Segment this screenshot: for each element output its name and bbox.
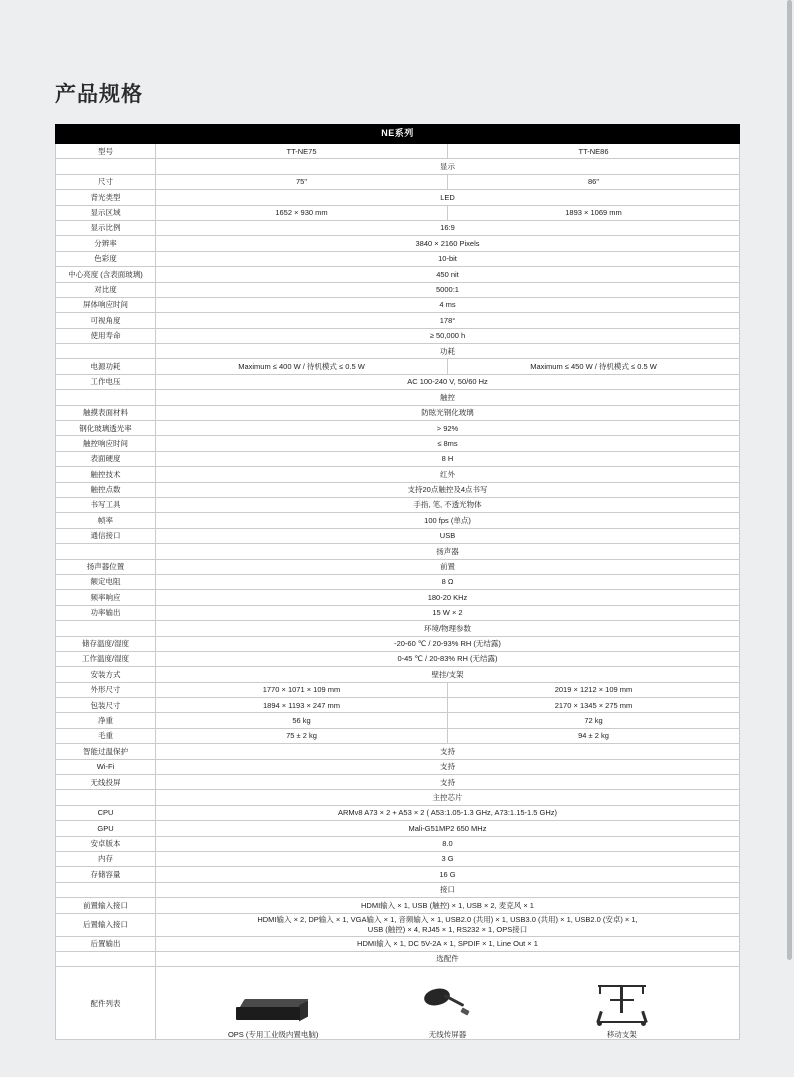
row-label: GPU xyxy=(56,821,156,836)
row-label: 钢化玻璃透光率 xyxy=(56,421,156,436)
row-value-86: 1893 × 1069 mm xyxy=(448,205,740,220)
row-label: CPU xyxy=(56,805,156,820)
row-label: 电源功耗 xyxy=(56,359,156,374)
row-label: 触摸表面材料 xyxy=(56,405,156,420)
table-row xyxy=(56,651,740,666)
row-value: 支持 xyxy=(156,759,740,774)
table-header-title: NE系列 xyxy=(56,125,740,144)
row-label: 外形尺寸 xyxy=(56,682,156,697)
accessory-items xyxy=(156,967,740,1040)
row-value: ≥ 50,000 h xyxy=(156,328,740,343)
row-label: 安卓版本 xyxy=(56,836,156,851)
section-header-row xyxy=(56,790,740,805)
row-label: Wi-Fi xyxy=(56,759,156,774)
accessory-item xyxy=(198,983,348,1039)
section-title: 接口 xyxy=(156,882,740,897)
row-value: 3840 × 2160 Pixels xyxy=(156,236,740,251)
row-value: 8 Ω xyxy=(156,574,740,589)
table-row xyxy=(56,698,740,713)
row-label: 表面硬度 xyxy=(56,451,156,466)
section-spacer xyxy=(56,390,156,405)
accessory-list-label: 配件列表 xyxy=(56,967,156,1040)
row-label: 毛重 xyxy=(56,728,156,743)
table-row xyxy=(56,759,740,774)
row-value: HDMI输入 × 1, DC 5V-2A × 1, SPDIF × 1, Line Out × 1 xyxy=(156,936,740,951)
section-header-row xyxy=(56,544,740,559)
row-label: 触控响应时间 xyxy=(56,436,156,451)
table-row xyxy=(56,497,740,512)
row-label: 触控技术 xyxy=(56,467,156,482)
table-row xyxy=(56,297,740,312)
row-value: Mali-G51MP2 650 MHz xyxy=(156,821,740,836)
row-value: 16 G xyxy=(156,867,740,882)
row-value-75: 75 ± 2 kg xyxy=(156,728,448,743)
section-spacer xyxy=(56,159,156,174)
table-row xyxy=(56,421,740,436)
section-title: 选配件 xyxy=(156,951,740,966)
row-value: HDMI输入 × 2, DP输入 × 1, VGA输入 × 1, 音频输入 × 1, USB2.0 (共用) × 1, USB3.0 (共用) × 1, USB2.0 (安卓) × 1, USB (触控) × 4, RJ45 × 1, RS232 × 1, OPS接口 xyxy=(156,913,740,936)
row-value-75: 1652 × 930 mm xyxy=(156,205,448,220)
row-value-75: Maximum ≤ 400 W / 待机模式 ≤ 0.5 W xyxy=(156,359,448,374)
row-value: 0-45 ℃ / 20-83% RH (无结露) xyxy=(156,651,740,666)
accessory-caption: 移动支架 xyxy=(606,1029,637,1039)
table-row xyxy=(56,913,740,936)
accessory-caption: 无线传屏器 xyxy=(428,1029,467,1039)
table-row xyxy=(56,513,740,528)
table-row xyxy=(56,682,740,697)
row-label: 净重 xyxy=(56,713,156,728)
row-label: 可视角度 xyxy=(56,313,156,328)
table-row xyxy=(56,190,740,205)
section-header-row xyxy=(56,390,740,405)
row-value: 支持20点触控及4点书写 xyxy=(156,482,740,497)
row-label: 扬声器位置 xyxy=(56,559,156,574)
row-value: ≤ 8ms xyxy=(156,436,740,451)
table-row xyxy=(56,359,740,374)
section-header-row xyxy=(56,344,740,359)
row-value: 红外 xyxy=(156,467,740,482)
model-75-cell: TT-NE75 xyxy=(156,144,448,159)
table-row xyxy=(56,898,740,913)
table-row xyxy=(56,590,740,605)
row-label: 工作电压 xyxy=(56,374,156,389)
row-label: 色彩度 xyxy=(56,251,156,266)
section-title: 环境/物理参数 xyxy=(156,621,740,636)
page-title: 产品规格 xyxy=(55,83,143,106)
table-row xyxy=(56,174,740,189)
row-label: 内存 xyxy=(56,851,156,866)
row-value: 手指, 笔, 不透光物体 xyxy=(156,497,740,512)
section-title: 触控 xyxy=(156,390,740,405)
row-label: 中心亮度 (含表面玻璃) xyxy=(56,267,156,282)
row-label: 额定电阻 xyxy=(56,574,156,589)
row-label: 型号 xyxy=(56,144,156,159)
table-row xyxy=(56,236,740,251)
row-value: 15 W × 2 xyxy=(156,605,740,620)
row-value-86: 2170 × 1345 × 275 mm xyxy=(448,698,740,713)
table-row xyxy=(56,867,740,882)
row-value-86: 2019 × 1212 × 109 mm xyxy=(448,682,740,697)
section-spacer xyxy=(56,344,156,359)
ops-computer-icon xyxy=(236,983,310,1025)
table-row xyxy=(56,821,740,836)
table-row xyxy=(56,805,740,820)
table-row xyxy=(56,744,740,759)
row-label: 功率输出 xyxy=(56,605,156,620)
scrollbar-thumb[interactable] xyxy=(787,0,792,960)
row-value: AC 100-240 V, 50/60 Hz xyxy=(156,374,740,389)
row-value: -20-60 ℃ / 20-93% RH (无结露) xyxy=(156,636,740,651)
row-value-86: 86" xyxy=(448,174,740,189)
row-label: 前置输入接口 xyxy=(56,898,156,913)
accessory-item xyxy=(547,983,697,1039)
row-label: 显示比例 xyxy=(56,220,156,235)
table-row xyxy=(56,605,740,620)
row-value: HDMI输入 × 1, USB (触控) × 1, USB × 2, 麦克风 × 1 xyxy=(156,898,740,913)
section-spacer xyxy=(56,882,156,897)
table-row xyxy=(56,282,740,297)
row-label: 显示区域 xyxy=(56,205,156,220)
table-row xyxy=(56,636,740,651)
table-row xyxy=(56,205,740,220)
row-value-75: 56 kg xyxy=(156,713,448,728)
row-value-75: 1770 × 1071 × 109 mm xyxy=(156,682,448,697)
row-value: 10-bit xyxy=(156,251,740,266)
table-row xyxy=(56,559,740,574)
mobile-stand-icon xyxy=(594,983,650,1025)
row-value: 8 H xyxy=(156,451,740,466)
row-value: 4 ms xyxy=(156,297,740,312)
row-label: 分辨率 xyxy=(56,236,156,251)
table-row xyxy=(56,451,740,466)
row-value: USB xyxy=(156,528,740,543)
row-label: 对比度 xyxy=(56,282,156,297)
row-value: 5000:1 xyxy=(156,282,740,297)
row-label: 触控点数 xyxy=(56,482,156,497)
table-row xyxy=(56,528,740,543)
table-row xyxy=(56,574,740,589)
table-row xyxy=(56,251,740,266)
row-value: 180-20 KHz xyxy=(156,590,740,605)
row-value: 16:9 xyxy=(156,220,740,235)
row-value: ARMv8 A73 × 2 + A53 × 2 ( A53:1.05-1.3 GHz, A73:1.15-1.5 GHz) xyxy=(156,805,740,820)
section-header-row xyxy=(56,882,740,897)
row-label: 工作温度/湿度 xyxy=(56,651,156,666)
wireless-dongle-icon xyxy=(424,983,470,1025)
row-value: 前置 xyxy=(156,559,740,574)
row-label: 后置输出 xyxy=(56,936,156,951)
row-value: 支持 xyxy=(156,775,740,790)
section-title: 功耗 xyxy=(156,344,740,359)
table-row xyxy=(56,851,740,866)
row-label: 储存温度/湿度 xyxy=(56,636,156,651)
accessory-item xyxy=(372,983,522,1039)
section-spacer xyxy=(56,951,156,966)
section-spacer xyxy=(56,790,156,805)
table-row xyxy=(56,936,740,951)
row-label: 后置输入接口 xyxy=(56,913,156,936)
row-label: 通信接口 xyxy=(56,528,156,543)
table-row xyxy=(56,775,740,790)
accessory-caption: OPS (专用工业级内置电脑) xyxy=(227,1029,319,1039)
page-scrollbar[interactable] xyxy=(787,0,792,1077)
table-header-row xyxy=(56,125,740,144)
row-label: 背光类型 xyxy=(56,190,156,205)
row-label: 屏体响应时间 xyxy=(56,297,156,312)
section-spacer xyxy=(56,544,156,559)
section-title: 扬声器 xyxy=(156,544,740,559)
row-value-86: 94 ± 2 kg xyxy=(448,728,740,743)
row-label: 使用寿命 xyxy=(56,328,156,343)
table-row xyxy=(56,482,740,497)
table-row xyxy=(56,328,740,343)
row-value: 支持 xyxy=(156,744,740,759)
row-value-75: 1894 × 1193 × 247 mm xyxy=(156,698,448,713)
row-value: 3 G xyxy=(156,851,740,866)
row-value: 壁挂/支架 xyxy=(156,667,740,682)
section-title: 主控芯片 xyxy=(156,790,740,805)
row-label: 存储容量 xyxy=(56,867,156,882)
row-label: 尺寸 xyxy=(56,174,156,189)
table-row xyxy=(56,267,740,282)
row-value-86: Maximum ≤ 450 W / 待机模式 ≤ 0.5 W xyxy=(448,359,740,374)
row-label: 包装尺寸 xyxy=(56,698,156,713)
row-label: 智能过温保护 xyxy=(56,744,156,759)
row-value: 100 fps (单点) xyxy=(156,513,740,528)
accessory-row xyxy=(56,967,740,1040)
table-row xyxy=(56,713,740,728)
row-value: LED xyxy=(156,190,740,205)
spec-table xyxy=(55,124,740,1040)
row-label: 频率响应 xyxy=(56,590,156,605)
table-row xyxy=(56,220,740,235)
table-row xyxy=(56,836,740,851)
table-row xyxy=(56,667,740,682)
section-header-row xyxy=(56,159,740,174)
model-86-cell: TT-NE86 xyxy=(448,144,740,159)
row-label: 帧率 xyxy=(56,513,156,528)
row-value: 防眩光钢化玻璃 xyxy=(156,405,740,420)
row-value: 450 nit xyxy=(156,267,740,282)
table-row xyxy=(56,436,740,451)
model-row xyxy=(56,144,740,159)
section-title: 显示 xyxy=(156,159,740,174)
row-value-75: 75" xyxy=(156,174,448,189)
table-row xyxy=(56,467,740,482)
spec-table-body xyxy=(56,125,740,1040)
row-value: > 92% xyxy=(156,421,740,436)
row-value-86: 72 kg xyxy=(448,713,740,728)
table-row xyxy=(56,313,740,328)
row-value: 178° xyxy=(156,313,740,328)
table-row xyxy=(56,405,740,420)
row-label: 安装方式 xyxy=(56,667,156,682)
table-row xyxy=(56,728,740,743)
row-label: 无线投屏 xyxy=(56,775,156,790)
row-label: 书写工具 xyxy=(56,497,156,512)
section-header-row xyxy=(56,951,740,966)
table-row xyxy=(56,374,740,389)
section-header-row xyxy=(56,621,740,636)
section-spacer xyxy=(56,621,156,636)
row-value: 8.0 xyxy=(156,836,740,851)
